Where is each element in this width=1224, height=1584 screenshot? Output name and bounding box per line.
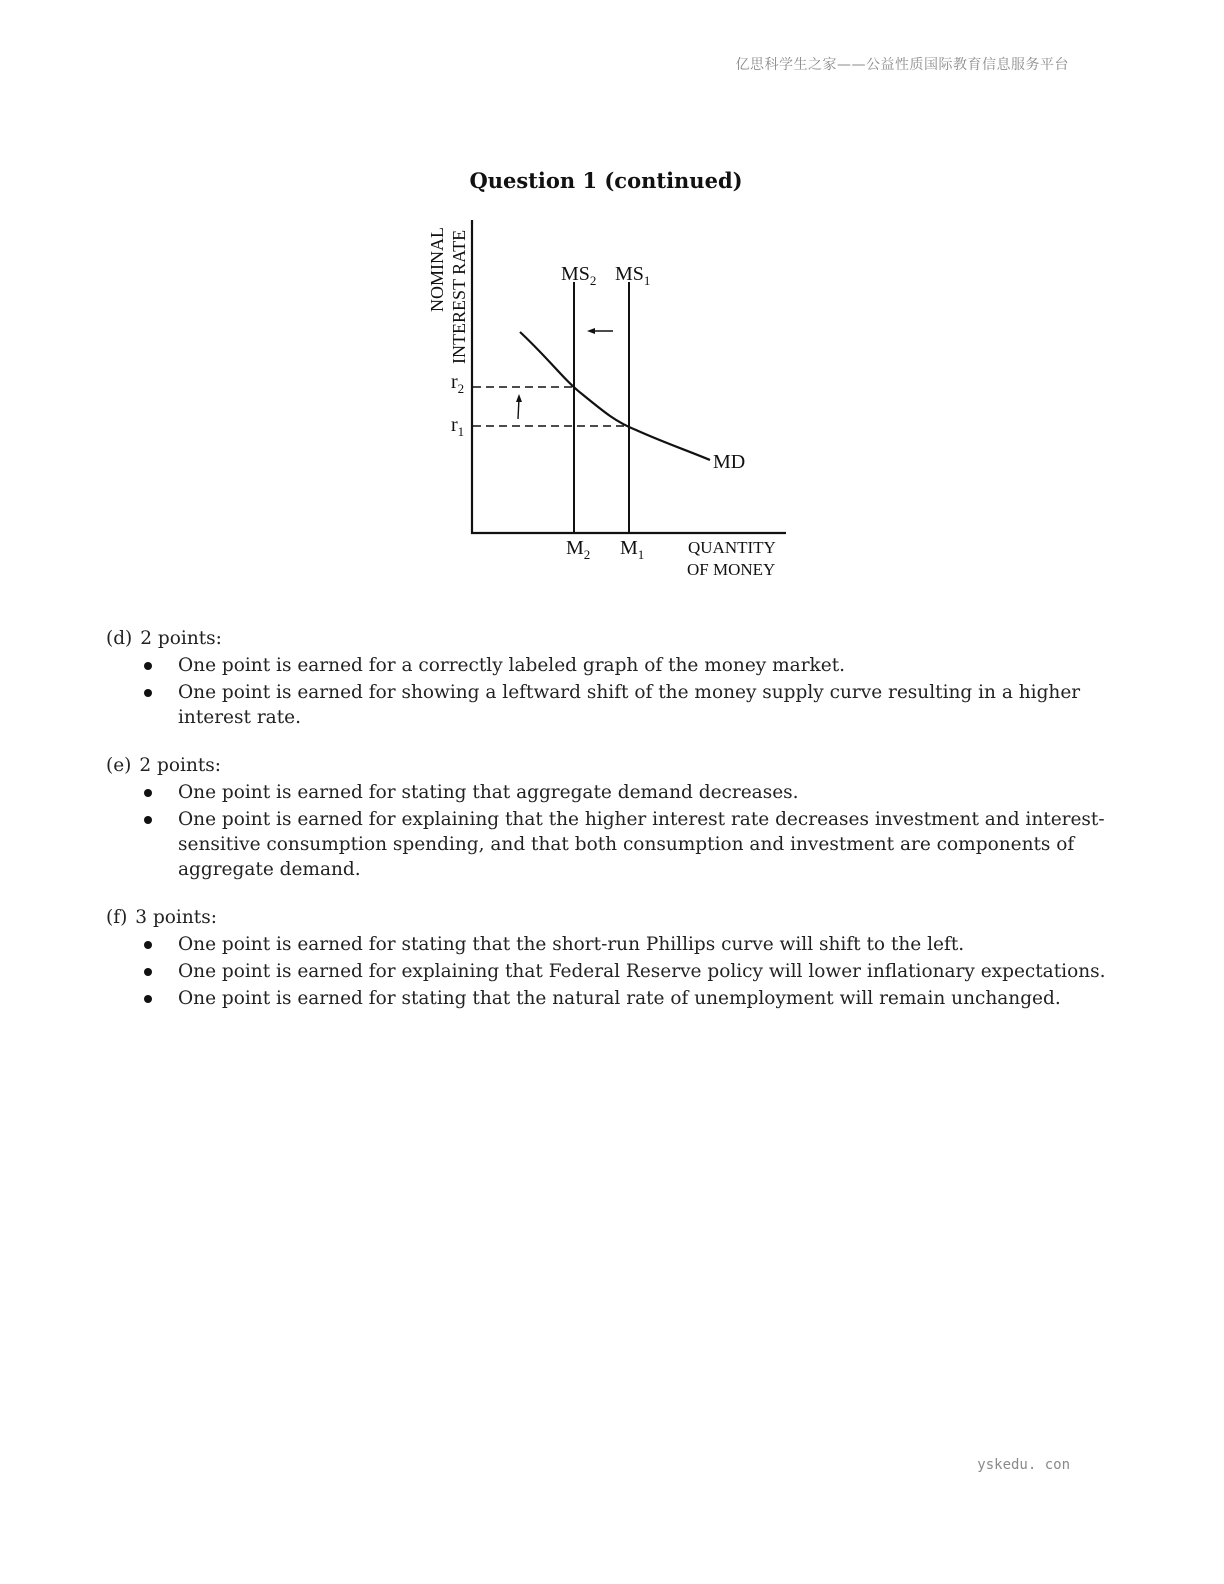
header-site-note: 亿思科学生之家——公益性质国际教育信息服务平台 [735, 57, 1069, 73]
r1-label-text: r [451, 414, 458, 436]
section-e-letter: (e) [106, 755, 132, 776]
r1-label [451, 414, 464, 439]
list-item: One point is earned for stating that the natural rate of unemployment will remain unchanged. [106, 986, 1106, 1011]
section-f-bullets [106, 932, 1106, 1011]
section-f [106, 905, 1106, 1011]
list-item: One point is earned for showing a leftward shift of the money supply curve resulting in a higher interest rate. [106, 680, 1106, 730]
ms2-label [561, 263, 596, 288]
page-title: Question 1 (continued) [469, 168, 743, 193]
list-item: One point is earned for explaining that Federal Reserve policy will lower inflationary expectations. [106, 959, 1106, 984]
x-axis-label-line1: QUANTITY [688, 538, 776, 557]
r2-label-sub: 2 [457, 381, 465, 396]
section-d [106, 626, 1106, 730]
x-axis-label-line2: OF MONEY [687, 560, 776, 579]
md-label: MD [713, 451, 746, 473]
m2-label [566, 537, 590, 562]
section-f-points: 3 points: [135, 907, 217, 928]
md-curve [520, 332, 710, 460]
ms1-label-text: MS [615, 263, 644, 285]
section-f-letter: (f) [106, 907, 128, 928]
ms1-label [615, 263, 650, 288]
section-d-points: 2 points: [140, 628, 222, 649]
list-item: One point is earned for a correctly labeled graph of the money market. [106, 653, 1106, 678]
list-item: One point is earned for stating that aggregate demand decreases. [106, 780, 1106, 805]
r2-label [451, 371, 464, 396]
shift-arrow-head [587, 328, 595, 334]
m1-label [620, 537, 644, 562]
r2-label-text: r [451, 371, 458, 393]
ms2-label-sub: 2 [589, 273, 597, 288]
ms1-label-sub: 1 [643, 273, 651, 288]
section-f-head [106, 905, 1106, 930]
list-item: One point is earned for explaining that the higher interest rate decreases investment and interest-sensitive consumption spending, and that both consumption and investment are components of aggregate demand. [106, 807, 1106, 882]
section-d-head [106, 626, 1106, 651]
section-e-head [106, 753, 1106, 778]
r1-label-sub: 1 [457, 424, 465, 439]
m1-label-sub: 1 [637, 547, 645, 562]
m2-label-text: M [566, 537, 584, 559]
ms2-label-text: MS [561, 263, 590, 285]
section-d-bullets [106, 653, 1106, 730]
y-axis-label-line1: NOMINAL [427, 227, 447, 312]
money-market-graph [420, 212, 800, 592]
section-e [106, 753, 1106, 882]
list-item: One point is earned for stating that the short-run Phillips curve will shift to the left. [106, 932, 1106, 957]
m2-label-sub: 2 [583, 547, 591, 562]
m1-label-text: M [620, 537, 638, 559]
section-d-letter: (d) [106, 628, 133, 649]
section-e-bullets [106, 780, 1106, 882]
y-axis-label-line2: INTEREST RATE [449, 229, 469, 364]
footer-site-url: yskedu. con [977, 1457, 1070, 1473]
money-market-svg [420, 212, 800, 592]
rate-rise-arrow-head [516, 394, 522, 402]
scoring-sections [106, 626, 1106, 1034]
section-e-points: 2 points: [139, 755, 222, 776]
